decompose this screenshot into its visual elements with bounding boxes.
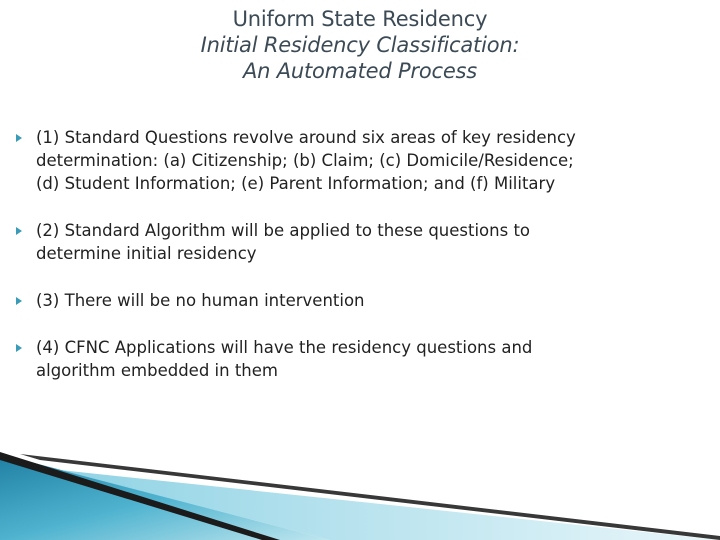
title-line-3: An Automated Process — [242, 59, 478, 83]
bullet-item-1 — [14, 126, 704, 195]
bullet-list — [14, 126, 704, 406]
bullet-line: (1) Standard Questions revolve around six areas of key residency — [36, 128, 576, 147]
bullet-item-3 — [14, 289, 704, 312]
bullet-item-2 — [14, 219, 704, 265]
bullet-arrow-icon — [16, 134, 22, 142]
bullet-line: (4) CFNC Applications will have the residency questions and — [36, 338, 533, 357]
bullet-item-4 — [14, 336, 704, 382]
bullet-line: algorithm embedded in them — [36, 361, 278, 380]
bullet-line: (2) Standard Algorithm will be applied to these questions to — [36, 221, 531, 240]
title-line-2: Initial Residency Classification: — [200, 33, 520, 57]
bullet-arrow-icon — [16, 297, 22, 305]
bullet-line: (3) There will be no human intervention — [36, 291, 365, 310]
bullet-arrow-icon — [16, 344, 22, 352]
title-line-1: Uniform State Residency — [232, 7, 488, 31]
bullet-line: determine initial residency — [36, 244, 257, 263]
slide-title — [0, 6, 720, 84]
bullet-line: determination: (a) Citizenship; (b) Claim; (c) Domicile/Residence; — [36, 151, 574, 170]
decorative-swoosh — [0, 440, 720, 540]
bullet-arrow-icon — [16, 227, 22, 235]
bullet-line: (d) Student Information; (e) Parent Information; and (f) Military — [36, 174, 556, 193]
